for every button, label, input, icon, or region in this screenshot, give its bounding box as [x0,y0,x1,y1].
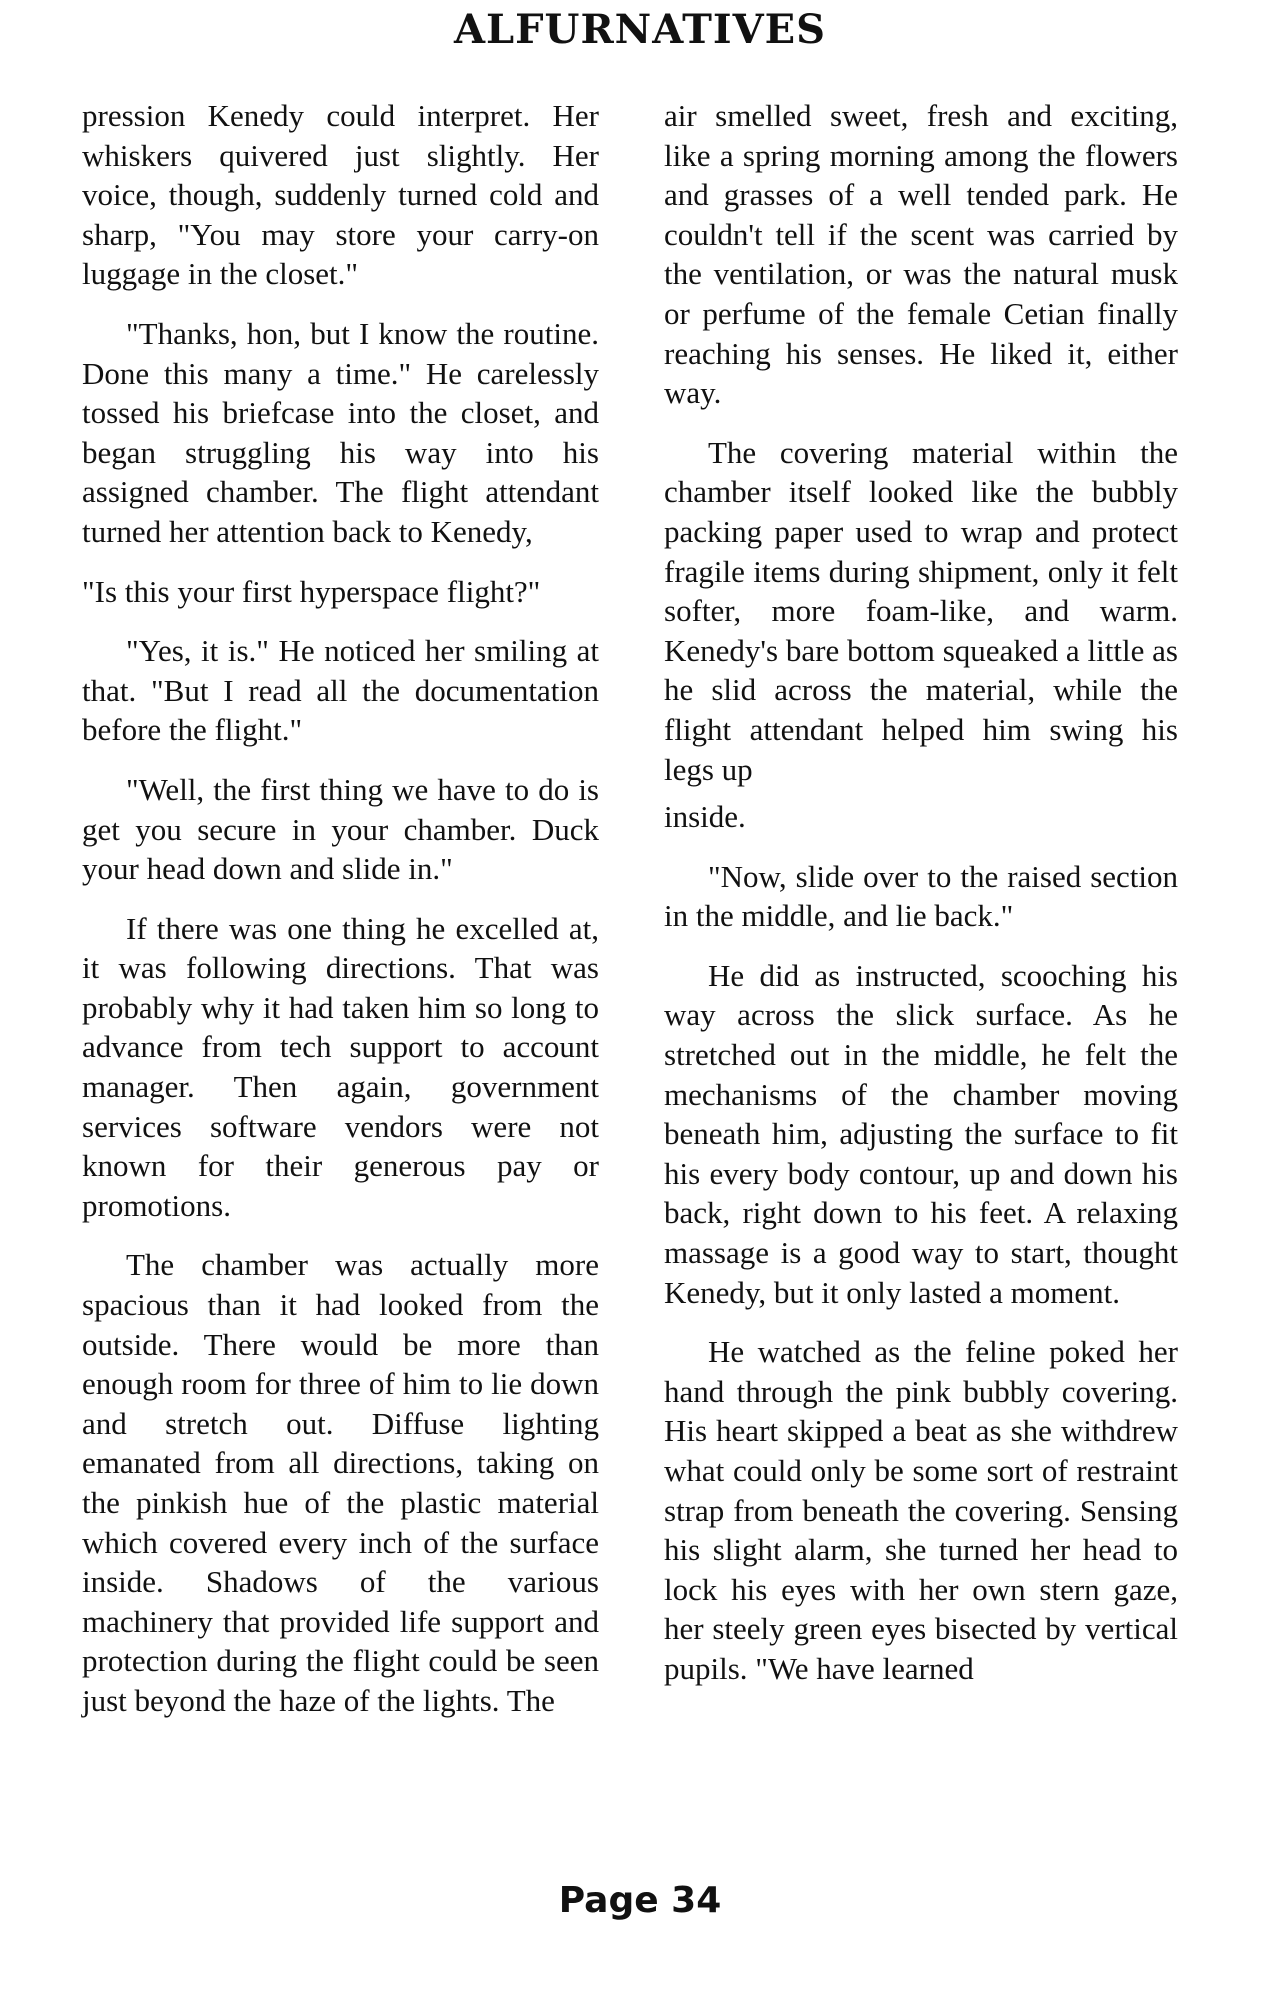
left-text-column [82,96,599,1741]
paragraph-inside: inside. [664,799,746,835]
paragraph-air-smelled-sweet: air smelled sweet, fresh and exciting, like a spring morning among the flowers and grasses of a well tended park. He couldn't tell if the scent was carried by the ventilation, or was the natural musk or perfume of the female Cetian finally reaching his senses. He liked it, either way. [664,98,1178,411]
paragraph-following-directions: If there was one thing he excelled at, it was following directions. That was probably why it had taken him so long to advance from tech support to account manager. Then again, government services software vendors were not known for their generous pay or promotions. [82,910,599,1223]
paragraph-covering-material: The covering material within the chamber itself looked like the bubbly packing paper used to wrap and protect fragile items during shipment, only it felt softer, more foam-like, and warm. Kenedy's bare bottom squeaked a little as he slid across the material, while the flight attendant helped him swing his legs up [664,434,1178,787]
paragraph-first-hyperspace-question: "Is this your first hyperspace flight?" [82,573,541,609]
paragraph-chamber-spacious: The chamber was actually more spacious than it had looked from the outside. There would be more than enough room for three of him to lie down and stretch out. Diffuse lighting emanated from all directions, taking on the pinkish hue of the plastic material which covered every inch of the surface inside. Shadows of the various machinery that provided life support and protection during the flight could be seen just beyond the haze of the lights. The [82,1247,599,1718]
right-text-column [664,96,1178,1709]
running-header-title: ALFURNATIVES [454,6,826,53]
paragraph-did-as-instructed: He did as instructed, scooching his way across the slick surface. As he stretched out in the middle, he felt the mechanisms of the chamber moving beneath him, adjusting the surface to fit his every body contour, up and down his back, right down to his feet. A relaxing massage is a good way to start, thought Kenedy, but it only lasted a moment. [664,957,1178,1310]
paragraph-slide-over: "Now, slide over to the raised section in the middle, and lie back." [664,858,1178,934]
paragraph-continued-opening: pression Kenedy could interpret. Her whiskers quivered just slightly. Her voice, though, suddenly turned cold and sharp, "You may store your carry-on luggage in the closet." [82,98,599,292]
page-number: Page 34 [558,1880,722,1921]
paragraph-secure-in-chamber: "Well, the first thing we have to do is get you secure in your chamber. Duck your head down and slide in." [82,771,599,887]
paragraph-yes-it-is: "Yes, it is." He noticed her smiling at that. "But I read all the documentation before the flight." [82,633,599,748]
paragraph-thanks-hon: "Thanks, hon, but I know the routine. Done this many a time." He carelessly tossed his briefcase into the closet, and began struggling his way into his assigned chamber. The flight attendant turned her attention back to Kenedy, [82,315,599,549]
paragraph-feline-restraint: He watched as the feline poked her hand through the pink bubbly covering. His heart skipped a beat as she withdrew what could only be some sort of restraint strap from beneath the covering. Sensing his slight alarm, she turned her head to lock his eyes with her own stern gaze, her steely green eyes bisected by vertical pupils. "We have learned [664,1334,1178,1686]
